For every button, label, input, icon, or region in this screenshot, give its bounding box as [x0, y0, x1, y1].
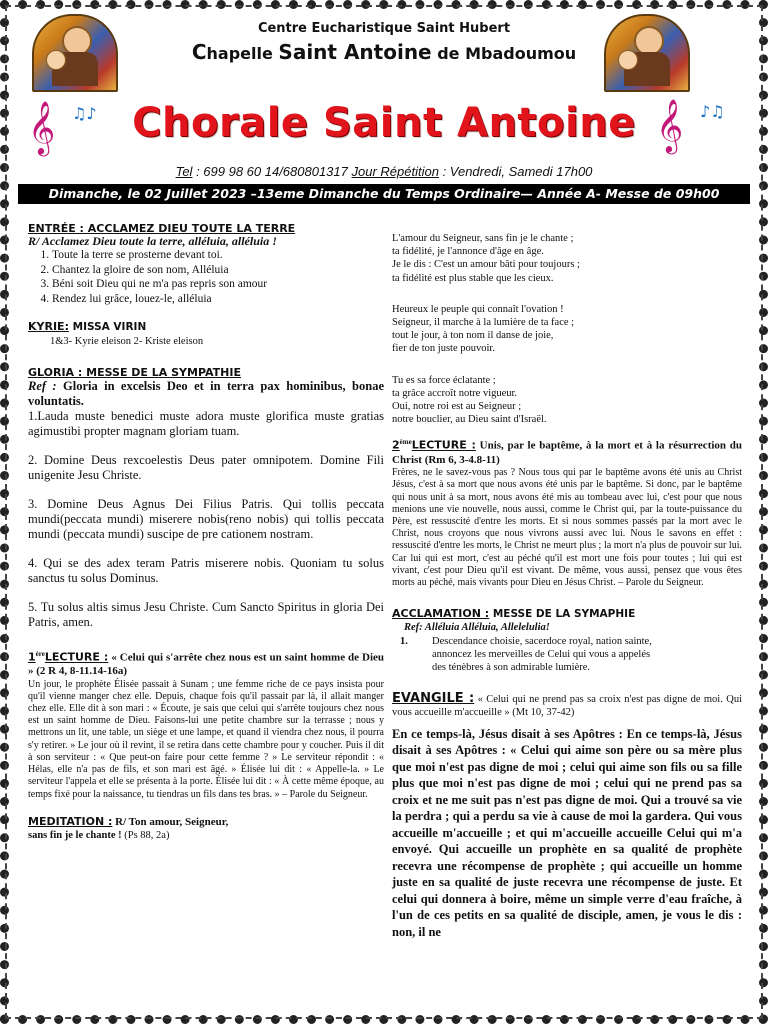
- entree-refrain: R/ Acclamez Dieu toute la terre, alléluia, alléluia !: [28, 234, 277, 249]
- lecture1-text: Un jour, le prophète Élisée passait à Sunam ; une femme riche de ce pays insista pour qu'il vienne manger chez elle. Depuis, chaque fois qu'il passait par là, il allait manger chez elle. Elle dit à son mari : « Écoute, je sais que celui qui s'arrête toujours chez nous est un saint homme de Dieu. Faisons-lui une petite chambre sur la terrasse ; nous y mettrons un lit, une table, un siège et une lampe, et quand il viendra chez nous, il pourra s'y retirer. » Le jour où il revint, il se retira dans cette chambre pour y coucher. Puis il dit à son serviteur : « Que peut-on faire pour cette femme ? » Le serviteur répondit : « Hélas, elle n'a pas de fils, et son mari est âgé. » Élisée lui dit : « Appelle-la. » Le serviteur l'appela et elle se présenta à la porte. Élisée lui dit : « À cette même époque, au temps fixé pour la naissance, tu tiendras un fils dans tes bras. » – Parole du Seigneur.: [28, 678, 384, 800]
- lecture2-text: Frères, ne le savez-vous pas ? Nous tous qui par le baptême avons été unis au Christ Jésus, c'est à sa mort que nous avons été unis par le baptême. Si donc, par le baptême qui nous unit à sa mort, nous avons été mis au tombeau avec lui, c'est pour que nous menions une vie nouvelle, nous aussi, comme le Christ qui, par la toute-puissance du Père, est ressuscité d'entre les morts. Et si nous sommes passés par la mort avec le Christ, nous croyons que nous vivrons aussi avec lui. Nous le savons en effet : ressuscité d'entre les morts, le Christ ne meurt plus ; la mort n'a plus de pouvoir sur lui. Car lui qui est mort, c'est au péché qu'il est mort une fois pour toutes ; lui qui est vivant, c'est pour Dieu qu'il est vivant. De même, vous aussi, pensez que vous êtes morts au péché, mais vivants pour Dieu en Jésus Christ. – Parole du Seigneur.: [392, 467, 742, 588]
- acclamation-verse: 1. Descendance choisie, sacerdoce royal, nation sainte, annoncez les merveilles de Celui qui vous a appelés des ténèbres à son admirable lumière.: [400, 635, 652, 673]
- music-note-left-icon: 𝄞: [28, 100, 56, 154]
- entree-heading: ENTRÉE : ACCLAMEZ DIEU TOUTE LA TERRE: [28, 222, 296, 235]
- left-column: [28, 222, 384, 842]
- meditation-heading: MEDITATION : R/ Ton amour, Seigneur,: [28, 814, 229, 828]
- page-title: Chorale Saint Antoine: [132, 100, 636, 146]
- contact-line: Tel : 699 98 60 14/680801317 Jour Répétition : Vendredi, Samedi 17h00: [175, 164, 593, 179]
- gloria-verse-5: 5. Tu solus altis simus Jesu Christe. Cum Sancto Spiritus in gloria Dei Patris, amen.: [28, 600, 384, 630]
- chapelle-name: Chapelle Saint Antoine de Mbadoumou: [191, 40, 577, 64]
- psalm-stanza-2: Heureux le peuple qui connaît l'ovation ! Seigneur, il marche à la lumière de ta face ; tout le jour, à ton nom il danse de joie, fier de ton juste pouvoir.: [392, 303, 575, 355]
- music-notes-right-icon: ♪♫: [700, 102, 725, 121]
- right-column: [392, 232, 742, 940]
- psalm-stanza-1: L'amour du Seigneur, sans fin je le chante ; ta fidélité, je l'annonce d'âge en âge. Je le dis : C'est un amour bâti pour toujours ; ta fidélité est plus stable que les cieux.: [392, 233, 580, 284]
- lecture2-heading: 2èmeLECTURE : Unis, par le baptême, à la mort et à la résurrection du Christ (Rm 6, 3-4.8-11): [392, 438, 742, 466]
- list-item: 4. Rendez lui grâce, louez-le, alléluia: [52, 292, 384, 307]
- list-item: 3. Béni soit Dieu qui ne m'a pas repris son amour: [52, 277, 384, 292]
- gloria-heading: GLORIA : MESSE DE LA SYMPATHIE: [28, 365, 241, 379]
- gloria-verse-2: 2. Domine Deus rexcoelestis Deus pater omnipotem. Domine Fili unigenite Jesu Christe.: [28, 453, 384, 483]
- gloria-refrain: Ref : Gloria in excelsis Deo et in terra pax hominibus, bonae voluntatis.: [28, 379, 384, 409]
- meditation-refrain: sans fin je le chante ! (Ps 88, 2a): [28, 829, 170, 841]
- gloria-verse-1: 1.Lauda muste benedici muste adora muste glorifica muste gratias agimustibi propter magnam gloriam tuam.: [28, 409, 384, 439]
- kyrie-heading: KYRIE: MISSA VIRIN: [28, 320, 147, 334]
- gloria-verse-3: 3. Domine Deus Agnus Dei Filius Patris. Qui tollis peccata mundi(peccata mundi) miserere nobis(reno nobis) qui tollis peccata mundi (peccata mundi) suscipe de pre cationem nostram.: [28, 497, 384, 542]
- evangile-heading: EVANGILE : « Celui qui ne prend pas sa croix n'est pas digne de moi. Qui vous accueille m'accueille » (Mt 10, 37-42): [392, 691, 742, 719]
- psalm-stanza-3: Tu es sa force éclatante ; ta grâce accroît notre vigueur. Oui, notre roi est au Seigneur ; notre bouclier, au Dieu saint d'Israël.: [392, 374, 547, 426]
- acclamation-refrain: Ref: Alléluia Alléluia, Allelelulia!: [404, 622, 550, 634]
- centre-name: Centre Eucharistique Saint Hubert: [257, 21, 511, 36]
- evangile-text: En ce temps-là, Jésus disait à ses Apôtres : En ce temps-là, Jésus disait à ses Apôtres : « Celui qui aime son père ou sa mère plus que moi n'est pas digne de moi ; celui qui aime son fils ou sa fille plus que moi n'est pas digne de moi ; celui qui ne prend pas sa croix et ne me suit pas n'est pas digne de moi. Qui a trouvé sa vie la perdra ; qui a perdu sa vie à cause de moi la gardera. Qui vous accueille m'accueille ; et qui m'accueille accueille Celui qui m'a envoyé. Qui accueille un prophète en sa qualité de prophète recevra une récompense de prophète ; qui accueille un homme juste en sa qualité de juste recevra une récompense de juste. Et celui qui donnera à boire, même un simple verre d'eau fraîche, à l'un de ces petits en sa qualité de disciple, amen, je vous le dis : non, il ne: [392, 726, 742, 939]
- music-note-right-icon: 𝄞: [656, 98, 684, 152]
- list-item: 1. Toute la terre se prosterne devant toi.: [52, 248, 384, 263]
- entree-list: [28, 248, 384, 306]
- gloria-verse-4: 4. Qui se des adex teram Patris miserere nobis. Quoniam tu solus sanctus tu solus Dominus.: [28, 556, 384, 586]
- kyrie-text: 1&3- Kyrie eleison 2- Kriste eleison: [50, 335, 204, 347]
- music-notes-left-icon: ♫♪: [72, 104, 97, 123]
- list-item: 2. Chantez la gloire de son nom, Alléluia: [52, 263, 384, 278]
- lecture1-heading: 1èreLECTURE : « Celui qui s'arrête chez nous est un saint homme de Dieu » (2 R 4, 8-11.14-16a): [28, 650, 385, 678]
- acclamation-heading: ACCLAMATION : MESSE DE LA SYMAPHIE: [392, 607, 636, 621]
- date-bar: Dimanche, le 02 Juillet 2023 –13eme Dimanche du Temps Ordinaire— Année A- Messe de 09h00: [18, 184, 750, 204]
